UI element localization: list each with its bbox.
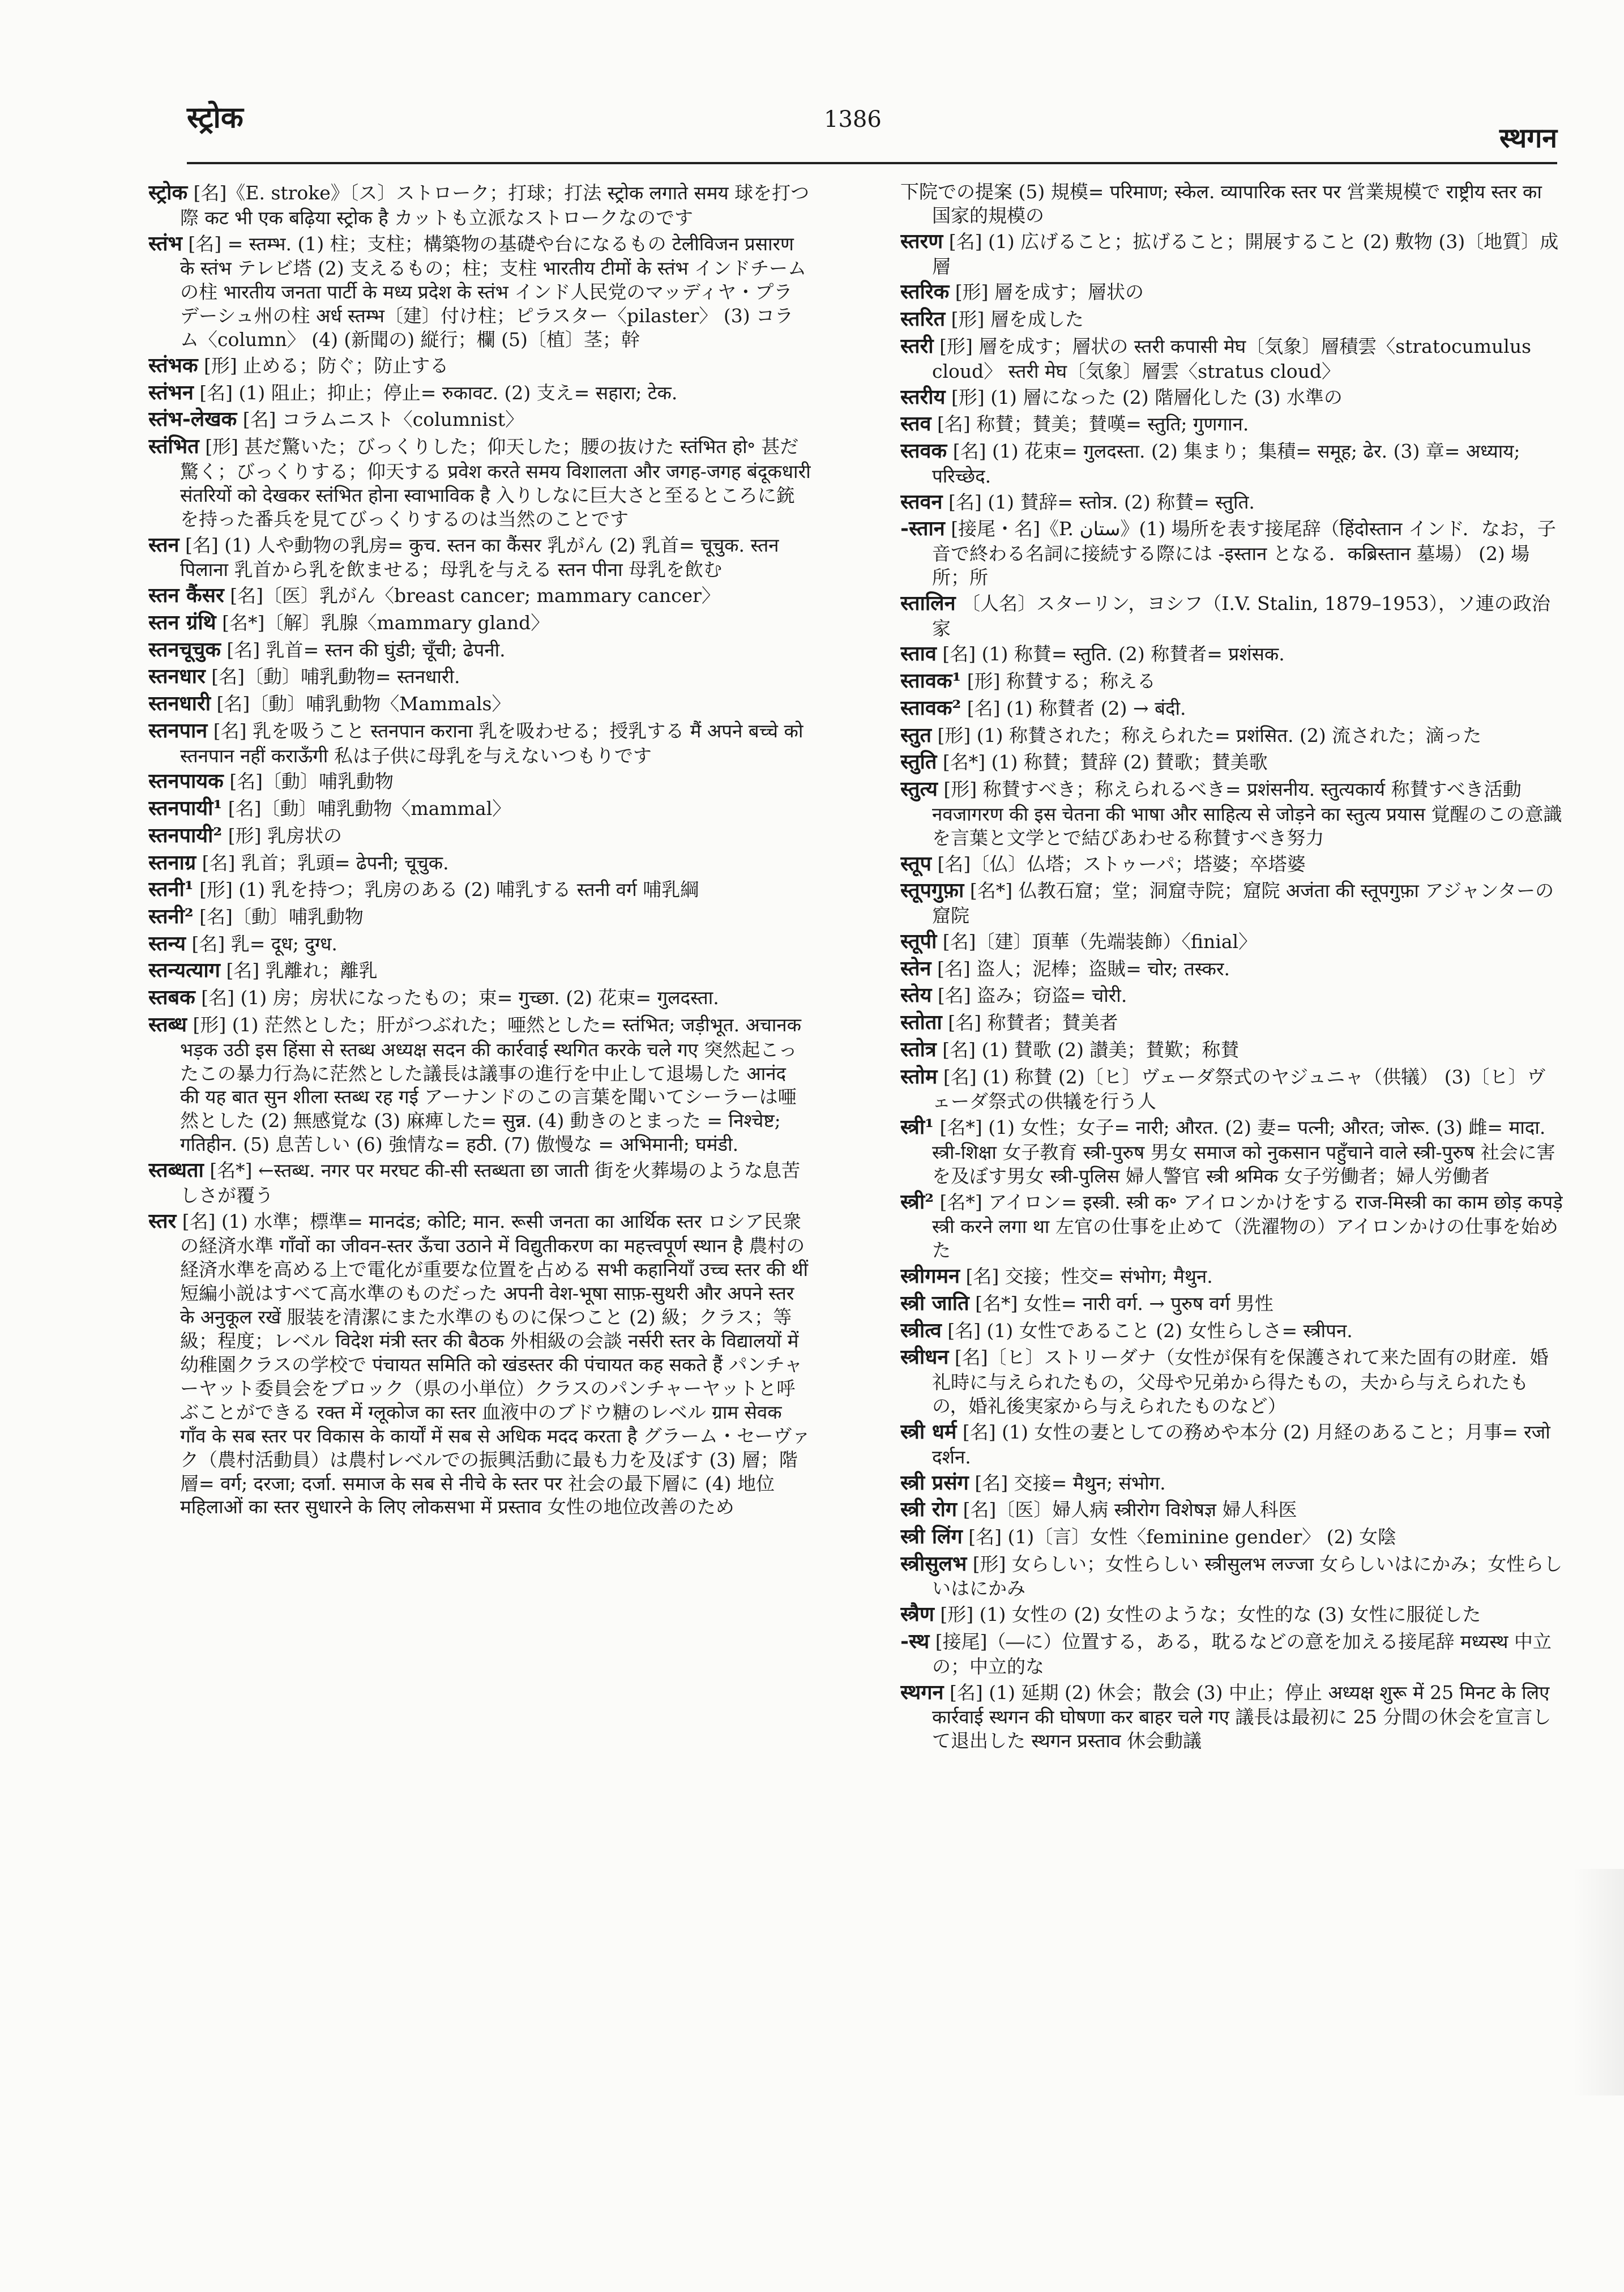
entry-definition: [接尾]（―に）位置する，ある，耽るなどの意を加える接尾辞 मध्यस्थ 中立の；中立的な (932, 1631, 1552, 1678)
dictionary-entry (148, 877, 811, 903)
entry-headword: स्त्रैण (900, 1602, 934, 1627)
entry-headword: स्त्री रोग (900, 1497, 958, 1522)
entry-headword: स्तनचूचुक (148, 637, 221, 661)
guide-word-last: स्थगन (1499, 122, 1557, 154)
entry-definition: [形] 女らしい；女性らしい स्त्रीसुलभ लज्जा 女らしいはにかみ；女性らしいはにかみ (932, 1552, 1563, 1600)
entry-definition: [名] 乳を吸うこと स्तनपान कराना 乳を吸わせる；授乳する मैं अपने बच्चे को स्तनपान नहीं कराऊँगी 私は子供に母乳を与えないつもりです (180, 719, 804, 767)
entry-definition: [名] 乳= दूध; दुग्ध. (191, 932, 337, 955)
entry-headword: स्त्री¹ (900, 1115, 934, 1139)
entry-headword: स्तूप (900, 851, 931, 876)
dictionary-entry (148, 434, 811, 531)
entry-headword: स्तंभन (148, 380, 194, 404)
dictionary-entry (148, 931, 811, 957)
entry-headword: स्तरी (900, 334, 934, 358)
dictionary-entry (900, 334, 1563, 383)
entry-definition: [名*] 女性= नारी वर्ग. → पुरुष वर्ग 男性 (975, 1292, 1273, 1314)
entry-headword: स्तूपगुफ़ा (900, 878, 964, 903)
entry-definition: [形] 称賛する；称える (967, 670, 1156, 693)
dictionary-entry (900, 878, 1563, 928)
entry-definition: [名] 交接；性交= संभोग; मैथुन. (965, 1265, 1213, 1288)
dictionary-entry (900, 1010, 1563, 1036)
entry-definition: [名] (1) 女性の妻としての務めや本分 (2) 月経のあること；月事= रजो दर्शन. (932, 1420, 1550, 1468)
entry-headword: स्तुति (900, 750, 937, 774)
entry-definition: [形] 乳房状の (228, 824, 342, 847)
dictionary-entry (900, 1345, 1563, 1418)
entry-definition: [接尾・名]《P. ستان》(1) 場所を表す接尾辞（हिंदोस्तान インド．なお，子音で終わる名詞に接続する際には -इस्तान となる．कब्रिस्तान 墓場） (2) 場所；所 (932, 518, 1556, 588)
dictionary-entry (148, 637, 811, 663)
entry-definition: [名] (1) 花束= गुलदस्ता. (2) 集まり；集積= समूह; ढेर. (3) 章= अध्याय; परिच्छेद. (932, 439, 1520, 487)
entry-headword: स्तरीय (900, 385, 946, 409)
header-rule (187, 162, 1557, 164)
entry-headword: स्तब्धता (148, 1158, 204, 1183)
scan-edge-shadow (1573, 1869, 1624, 2095)
entry-definition: [形] (1) 層になった (2) 階層化した (3) 水準の (951, 386, 1343, 408)
dictionary-entry (900, 1497, 1563, 1523)
entry-headword: स्तन कैंसर (148, 583, 224, 608)
dictionary-entry (900, 1318, 1563, 1344)
entry-definition: [名] (1) 賛辞= स्तोत्र. (2) 称賛= स्तुति. (948, 490, 1255, 513)
dictionary-entry (900, 1551, 1563, 1601)
dictionary-entry (900, 1064, 1563, 1114)
entry-headword: स्तन (148, 532, 180, 557)
dictionary-entry (900, 983, 1563, 1009)
entry-definition: [名*] (1) 女性；女子= नारी; औरत. (2) 妻= पत्नी; औरत; जोरू. (3) 雌= मादा. स्त्री-शिक्षा 女子教育 स्त्री-पुरुष 男女 समाज को नुकसान पहुँचाने वाले स्त्री-पुरुष 社会に害を及ぼす男女 स्त्री-पुलिस 婦人警官 स्त्री श्रमिक 女子労働者；婦人労働者 (932, 1116, 1555, 1187)
entry-headword: स्त्रीगमन (900, 1264, 960, 1288)
entry-headword: स्त्री लिंग (900, 1524, 963, 1548)
entry-headword: स्त्रीधन (900, 1345, 949, 1369)
entry-headword: -स्थ (900, 1629, 930, 1653)
dictionary-entry (148, 180, 811, 230)
entry-definition: [名] (1)〔言〕女性〈feminine gender〉 (2) 女陰 (968, 1525, 1396, 1548)
entry-headword: स्तरिक (900, 280, 950, 304)
entry-definition: [名]〔動〕哺乳動物 (199, 906, 364, 928)
dictionary-entry (900, 1115, 1563, 1188)
entry-headword: स्तवन (900, 489, 943, 514)
entry-headword: स्तनी¹ (148, 877, 194, 902)
entry-headword: स्तरण (900, 229, 943, 253)
dictionary-entry (148, 353, 811, 379)
entry-headword: स्तर (148, 1209, 177, 1233)
entry-headword: स्त्री जाति (900, 1291, 969, 1315)
dictionary-entry (148, 583, 811, 609)
entry-definition: [名] 乳首；乳頭= ढेपनी; चूचुक. (202, 851, 449, 874)
dictionary-entry (148, 796, 811, 822)
entry-headword: -स्तान (900, 517, 945, 541)
entry-headword: स्तनपायी¹ (148, 796, 223, 821)
entry-definition: [名*] ←स्तब्ध. नगर पर मरघट की-सी स्तब्धता छा जाती 街を火葬場のような息苦しさが覆う (180, 1159, 801, 1206)
entry-definition: 下院での提案 (5) 規模= परिमाण; स्केल. व्यापारिक स्तर पर 営業規模で राष्ट्रीय स्तर का 国家的規模の (900, 181, 1542, 227)
entry-definition: [名] (1) 延期 (2) 休会；散会 (3) 中止；停止 अध्यक्ष शुरू में 25 मिनट के लिए कार्रवाई स्थगन की घोषणा कर बाहर चले गए 議長は最初に 25 分間の休会を宣言して退出した स्थगन प्रस्ताव 休会動議 (932, 1681, 1552, 1752)
dictionary-entry (148, 1012, 811, 1156)
entry-headword: स्तेय (900, 983, 932, 1008)
entry-headword: स्तंभित (148, 434, 199, 459)
entry-headword: स्थगन (900, 1680, 944, 1704)
entry-headword: स्तनपायक (148, 769, 224, 793)
entry-definition: [名] (1) 称賛者 (2) → बंदी. (967, 697, 1186, 719)
dictionary-entry (900, 695, 1563, 722)
dictionary-entry (148, 958, 811, 984)
entry-definition: [形] 止める；防ぐ；防止する (203, 354, 449, 377)
dictionary-entry (900, 1419, 1563, 1469)
entry-definition: [形] (1) 女性の (2) 女性のような；女性的な (3) 女性に服従した (940, 1603, 1481, 1626)
entry-definition: [名] 称賛者；賛美者 (948, 1011, 1118, 1034)
entry-definition: [形] (1) 茫然とした；肝がつぶれた；唖然とした= स्तंभित; जड़ीभूत. अचानक भड़क उठी इस हिंसा से स्तब्ध अध्यक्ष सदन की कार्रवाई स्थगित करके चले गए 突然起こったこの暴力行為に茫然とした議長は議事の進行を中止して退場した आनंद की यह बात सुन शीला स्तब्ध रह गई アーナンドのこの言葉を聞いてシーラーは唖然とした (2) 無感覚な (3) 麻痺した= सुन्न. (4) 動きのとまった = निश्चेष्ट; गतिहीन. (5) 息苦しい (6) 強情な= हठी. (7) 傲慢な = अभिमानी; घमंडी. (180, 1013, 801, 1156)
entry-headword: स्तन्य (148, 931, 186, 955)
entry-definition: [形] 層を成した (951, 308, 1084, 331)
entry-definition: 〔人名〕スターリン，ヨシフ（I.V. Stalin, 1879–1953），ソ連の政治家 (932, 592, 1550, 639)
entry-definition: [名] (1) 阻止；抑止；停止= रुकावट. (2) 支え= सहारा; टेक. (199, 381, 678, 404)
dictionary-entry (900, 1291, 1563, 1317)
dictionary-entry (900, 438, 1563, 488)
entry-definition: [名] (1) 賛歌 (2) 讃美；賛歎；称賛 (942, 1038, 1240, 1061)
entry-headword: स्तन्यत्याग (148, 958, 220, 983)
dictionary-entry (900, 929, 1563, 955)
dictionary-entry (900, 851, 1563, 877)
entry-definition: [形] 称賛すべき；称えられるべき= प्रशंसनीय. स्तुत्यकार्य 称賛すべき活動 नवजागरण की इस चेतना की भाषा और साहित्य से जोड़ने का स्तुत्य प्रयास 覚醒のこの意識を言葉と文学とで結びあわせる称賛すべき努力 (932, 778, 1562, 849)
dictionary-entry (148, 532, 811, 582)
entry-definition: [名]〔動〕哺乳動物〈Mammals〉 (216, 693, 511, 715)
dictionary-entry (900, 306, 1563, 332)
dictionary-entry (900, 641, 1563, 667)
entry-definition: [形] (1) 称賛された；称えられた= प्रशंसित. (2) 流された；滴った (937, 724, 1482, 746)
entry-headword: स्तुत्य (900, 777, 938, 801)
entry-definition: [名] (1) 人や動物の乳房= कुच. स्तन का कैंसर 乳がん (2) 乳首= चूचुक. स्तन पिलाना 乳首から乳を飲ませる；母乳を与える स्तन पीना 母乳を飲む (180, 533, 779, 581)
dictionary-entry (148, 850, 811, 876)
entry-headword: स्तंभक (148, 353, 198, 377)
dictionary-entry (148, 823, 811, 849)
entry-definition: [名] (1) 称賛= स्तुति. (2) 称賛者= प्रशंसक. (942, 643, 1285, 665)
dictionary-entry (148, 407, 811, 433)
entry-headword: स्त्री² (900, 1189, 934, 1214)
entry-headword: स्तंभ-लेखक (148, 407, 237, 432)
entry-definition: [名]〔動〕哺乳動物 (229, 770, 394, 793)
entry-definition: [名]《E. stroke》〔ス〕ストローク；打球；打法 स्ट्रोक लगाते समय 球を打つ際 कट भी एक बढ़िया स्ट्रोक है カットも立派なストロークなのです (180, 182, 810, 229)
entry-headword: स्ताव (900, 642, 937, 666)
entry-headword: स्तबक (148, 985, 195, 1010)
entry-headword: स्तोत्र (900, 1037, 937, 1061)
entry-definition: [名] (1) 女性であること (2) 女性らしさ= स्त्रीपन. (947, 1319, 1353, 1342)
entry-definition: [名]〔ヒ〕ストリーダナ（女性が保有を保護されて来た固有の財産．婚礼時に与えられたもの，父母や兄弟から得たもの，夫から与えられたもの，婚礼後実家から与えられたものなど） (932, 1346, 1549, 1417)
entry-definition: [名]〔医〕乳がん〈breast cancer; mammary cancer〉 (230, 584, 720, 607)
entry-headword: स्तावक¹ (900, 669, 961, 693)
dictionary-entry (900, 1037, 1563, 1063)
entry-headword: स्तावक² (900, 695, 961, 720)
dictionary-entry (900, 1602, 1563, 1628)
dictionary-entry (900, 1264, 1563, 1290)
entry-definition: [名*]〔解〕乳腺〈mammary gland〉 (222, 611, 550, 634)
dictionary-entry (148, 1209, 811, 1520)
dictionary-entry (148, 691, 811, 717)
entry-definition: [名] (1) 水準；標準= मानदंड; कोटि; मान. रूसी जनता का आर्थिक स्तर ロシア民衆の経済水準 गाँवों का जीवन-स्तर ऊँचा उठाने में विद्युतीकरण का महत्त्वपूर्ण स्थान है 農村の経済水準を高める上で電化が重要な位置を占める सभी कहानियाँ उच्च स्तर की थीं 短編小説はすべて高水準のものだった अपनी वेश-भूषा साफ़-सुथरी और अपने स्तर के अनुकूल रखें 服装を清潔にまた水準のものに保つこと (2) 級；クラス；等級；程度；レベル विदेश मंत्री स्तर की बैठक 外相級の会談 नर्सरी स्तर के विद्यालयों में 幼稚園クラスの学校で पंचायत समिति को खंडस्तर की पंचायत कह सकते हैं パンチャーヤット委員会をブロック（県の小単位）クラスのパンチャーヤットと呼ぶことができる रक्त में ग्लूकोज का स्तर 血液中のブドウ糖のレベル ग्राम सेवक गाँव के सब स्तर पर विकास के कार्यों में सब से अधिक मदद करता है グラーム・セーヴァク（農村活動員）は農村レベルでの振興活動に最も力を及ぼす (3) 層；階層= वर्ग; दरजा; दर्जा. समाज के सब से नीचे के स्तर पर 社会の最下層に (4) 地位 महिलाओं का स्तर सुधारने के लिए लोकसभा में प्रस्ताव 女性の地位改善のため (180, 1210, 811, 1518)
dictionary-entry (148, 769, 811, 795)
entry-headword: स्तनाग्र (148, 850, 196, 874)
dictionary-entry (148, 380, 811, 406)
entry-definition: [形] 甚だ驚いた；びっくりした；仰天した；腰の抜けた स्तंभित हो॰ 甚だ驚く；びっくりする；仰天する प्रवेश करते समय विशालता और जगह-जगह बंदूकधारी संतरियों को देखकर स्तंभित होना स्वाभाविक है 入りしなに巨大さと至るところに銃を持った番兵を見てびっくりするのは当然のことです (180, 436, 811, 530)
dictionary-entry (148, 985, 811, 1011)
entry-definition: [名] (1) 広げること；拡げること；開展すること (2) 敷物 (3)〔地質〕成層 (932, 230, 1559, 278)
entry-definition: [名]〔建〕頂華（先端装飾）〈finial〉 (942, 930, 1258, 953)
entry-definition: [名] コラムニスト〈columnist〉 (242, 408, 524, 431)
entry-definition: [形] (1) 乳を持つ；乳房のある (2) 哺乳する स्तनी वर्ग 哺乳綱 (199, 878, 699, 901)
entry-definition: [名]〔動〕哺乳動物〈mammal〉 (228, 797, 511, 820)
dictionary-entry (900, 776, 1563, 850)
entry-definition: [名] 称賛；賛美；賛嘆= स्तुति; गुणगान. (937, 413, 1249, 436)
dictionary-entry (148, 231, 811, 352)
dictionary-entry (900, 668, 1563, 694)
entry-headword: स्तनी² (148, 904, 194, 928)
entry-definition: [名] 交接= मैथुन; संभोग. (975, 1471, 1166, 1494)
dictionary-entry (900, 279, 1563, 305)
entry-headword: स्तंभ (148, 231, 182, 255)
entry-definition: [名*] アイロン= इस्त्री. स्त्री क॰ アイロンかけをする राज-मिस्त्री का काम छोड़ कपड़े स्त्री करने लगा था 左官の仕事を止めて（洗濯物の）アイロンかけの仕事を始めた (932, 1190, 1563, 1262)
entry-definition: [名] 乳離れ；離乳 (226, 959, 378, 982)
dictionary-entry (148, 718, 811, 768)
entry-definition: [名] 盗人；泥棒；盗賊= चोर; तस्कर. (937, 957, 1230, 980)
entry-headword: स्तनधार (148, 664, 206, 689)
entry-headword: स्त्रीत्व (900, 1318, 942, 1342)
entry-headword: स्तनपान (148, 718, 208, 742)
entry-headword: स्तुत (900, 723, 932, 747)
entry-headword: स्तनपायी² (148, 823, 223, 847)
dictionary-entry (148, 1158, 811, 1207)
entry-definition: [名]〔仏〕仏塔；ストゥーパ；塔婆；卒塔婆 (937, 852, 1306, 875)
entry-headword: स्तन ग्रंथि (148, 610, 216, 634)
entry-definition: [名] 盗み；窃盗= चोरी. (937, 984, 1127, 1007)
dictionary-entry (900, 516, 1563, 590)
dictionary-entry (900, 385, 1563, 411)
entry-headword: स्त्रीसुलभ (900, 1551, 967, 1576)
entry-headword: स्तरित (900, 307, 946, 331)
left-column (148, 180, 811, 2219)
dictionary-entry (900, 229, 1563, 279)
entry-headword: स्तब्ध (148, 1012, 187, 1036)
dictionary-entry (900, 1524, 1563, 1550)
entry-headword: स्त्री प्रसंग (900, 1470, 969, 1495)
dictionary-entry (900, 956, 1563, 982)
entry-headword: स्तोम (900, 1064, 938, 1089)
entry-definition: [名*] 仏教石窟；堂；洞窟寺院；窟院 अजंता की स्तूपगुफ़ा アジャンターの窟院 (932, 880, 1554, 927)
dictionary-entry (148, 610, 811, 636)
dictionary-entry (900, 1470, 1563, 1496)
dictionary-entry (900, 723, 1563, 749)
entry-definition: [名*] (1) 称賛；賛辞 (2) 賛歌；賛美歌 (942, 751, 1268, 774)
entry-definition: [形] 層を成す；層状の (955, 281, 1144, 304)
entry-headword: स्तेन (900, 956, 931, 980)
entry-headword: स्त्री धर्म (900, 1419, 957, 1444)
entry-definition: [名] = स्तम्भ. (1) 柱；支柱；構築物の基礎や台になるもの टेलीविजन प्रसारण के स्तंभ テレビ塔 (2) 支えるもの；柱；支柱 भारतीय टीमों के स्तंभ インドチームの柱 भारतीय जनता पार्टी के मध्य प्रदेश के स्तंभ インド人民党のマッディヤ・プラデーシュ州の柱 अर्ध स्तम्भ〔建〕付け柱；ピラスター〈pilaster〉 (3) コラム〈column〉 (4) (新聞の) 縦行；欄 (5)〔植〕茎；幹 (180, 232, 807, 351)
dictionary-entry (900, 1189, 1563, 1263)
entry-definition: [形] 層を成す；層状の स्तरी कपासी मेघ〔気象〕層積雲〈stratocumulus cloud〉 स्तरी मेघ〔気象〕層雲〈stratus cloud〉 (932, 335, 1532, 382)
entry-definition: [名] 乳首= स्तन की घुंडी; चूँची; ढेपनी. (226, 638, 506, 661)
entry-headword: स्तूपी (900, 929, 937, 953)
dictionary-entry (900, 749, 1563, 775)
entry-definition: [名] (1) 房；房状になったもの；束= गुच्छा. (2) 花束= गुलदस्ता. (201, 987, 719, 1009)
entry-headword: स्तवक (900, 438, 947, 463)
page-number: 1386 (824, 106, 882, 133)
right-column (900, 180, 1563, 2219)
entry-headword: स्तालिन (900, 591, 956, 615)
dictionary-entry (148, 904, 811, 930)
dictionary-entry (148, 664, 811, 690)
dictionary-entry (900, 591, 1563, 641)
entry-headword: स्तनधारी (148, 692, 211, 716)
dictionary-entry (900, 1680, 1563, 1753)
entry-definition: [名]〔医〕婦人病 स्त्रीरोग विशेषज्ञ 婦人科医 (963, 1499, 1297, 1521)
dictionary-entry (900, 1629, 1563, 1679)
dictionary-entry (900, 489, 1563, 515)
dictionary-entry (900, 411, 1563, 437)
entry-headword: स्तोता (900, 1010, 942, 1035)
page-header (187, 91, 1557, 154)
entry-headword: स्तव (900, 412, 931, 436)
guide-word-first: स्ट्रोक (187, 100, 243, 135)
dictionary-entry (900, 180, 1563, 228)
entry-definition: [名] (1) 称賛 (2)〔ヒ〕ヴェーダ祭式のヤジュニャ（供犠） (3)〔ヒ〕ヴェーダ祭式の供犠を行う人 (932, 1065, 1546, 1113)
entry-headword: स्ट्रोक (148, 181, 188, 204)
entry-definition: [名]〔動〕哺乳動物= स्तनधारी. (211, 665, 460, 688)
